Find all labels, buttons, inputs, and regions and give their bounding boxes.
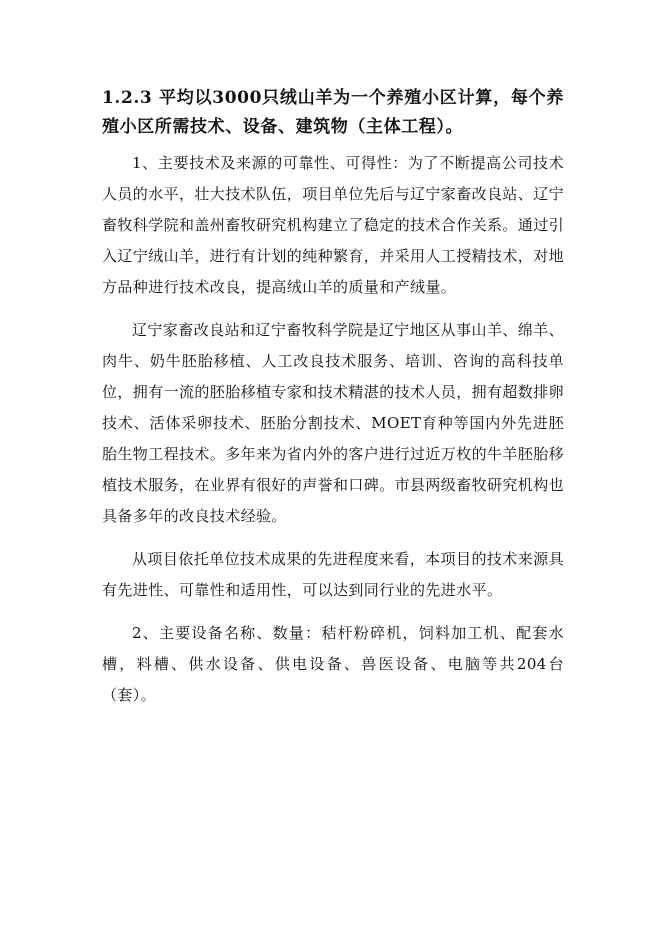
paragraph-technology-assessment: 从项目依托单位技术成果的先进程度来看，本项目的技术来源具有先进性、可靠性和适用性，可以达到同行业的先进水平。 (102, 550, 564, 599)
paragraph-main-technology: 1、主要技术及来源的可靠性、可得性：为了不断提高公司技术人员的水平，壮大技术队伍，项目单位先后与辽宁家畜改良站、辽宁畜牧科学院和盖州畜牧研究机构建立了稳定的技术合作关系。通过引入辽宁绒山羊，进行有计划的纯种繁育，并采用人工授精技术，对地方品种进行技术改良，提高绒山羊的质量和产绒量。 (102, 154, 565, 296)
paragraph-main-equipment: 2、主要设备名称、数量：秸杆粉碎机，饲料加工机、配套水槽，料槽、供水设备、供电设备、兽医设备、电脑等共204台（套）。 (102, 624, 564, 704)
section-heading: 1.2.3 平均以3000只绒山羊为一个养殖小区计算，每个养殖小区所需技术、设备、建筑物（主体工程）。 (102, 88, 564, 137)
document-body (102, 84, 564, 723)
paragraph-partner-institutions: 辽宁家畜改良站和辽宁畜牧科学院是辽宁地区从事山羊、绵羊、肉牛、奶牛胚胎移植、人工改良技术服务、培训、咨询的高科技单位，拥有一流的胚胎移植专家和技术精湛的技术人员，拥有超数排卵技术、活体采卵技术、胚胎分割技术、MOET育种等国内外先进胚胎生物工程技术。多年来为省内外的客户进行过近万枚的牛羊胚胎移植技术服务，在业界有很好的声誉和口碑。市县两级畜牧研究机构也具备多年的改良技术经验。 (102, 321, 565, 525)
